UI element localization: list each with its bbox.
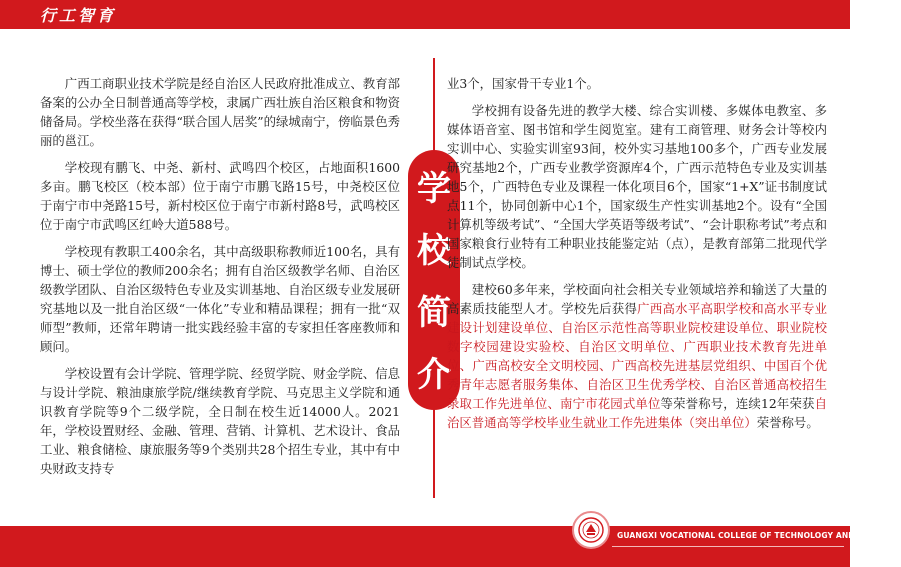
colleges-paragraph: 学校设置有会计学院、管理学院、经贸学院、财金学院、信息与设计学院、粮油康旅学院/继续教育学院、马克思主义学院和通识教育学院等9个二级学院，全日制在校生近14000人。2021年，学校设置财经、金融、管理、营销、计算机、艺术设计、食品工业、粮食储检、康旅服务等9个类别共28个招生专业，其中有中央财政支持专	[40, 366, 400, 476]
title-char-4: 介	[417, 355, 451, 395]
honors-list: 广西高水平高职学校和高水平专业建设计划建设单位、自治区示范性高等职业院校建设单位、职业院校数字校园建设实验校、自治区文明单位、广西职业技术教育先进单位、广西高校安全文明校园、广西高校先进基层党组织、中国百个优秀青年志愿者服务集体、自治区卫生优秀学校、自治区普通高校招生录取工作先进单位、南宁市花园式单位	[447, 301, 828, 411]
intro-paragraph: 广西工商职业技术学院是经自治区人民政府批准成立、教育部备案的公办全日制普通高等学校，隶属广西壮族自治区粮食和物资储备局。学校坐落在获得“联合国人居奖”的绿城南宁，傍临景色秀丽的邕江。	[40, 76, 400, 148]
header-bar	[0, 0, 850, 29]
footer-divider	[612, 546, 844, 547]
right-text-column	[447, 74, 827, 440]
honors-employment: 自治区普通高等学校毕业生就业工作先进集体（突出单位）	[447, 396, 827, 430]
facilities-paragraph: 学校拥有设备先进的教学大楼、综合实训楼、多媒体电教室、多媒体语音室、图书馆和学生阅览室。建有工商管理、财务会计等校内实训中心、实验实训室93间，校外实习基地100多个，广西专业发展研究基地2个，广西专业教学资源库4个，广西示范特色专业及实训基地5个，广西特色专业及课程一体化项目6个，国家“1+X”证书制度试点11个，协同创新中心1个，国家级生产性实训基地2个。设有“全国计算机等级考试”、“全国大学英语等级考试”、“会计职称考试”考点和国家粮食行业特有工种职业技能鉴定站（点），是教育部第二批现代学徒制试点学校。	[447, 103, 827, 270]
honors-end: 荣誉称号。	[756, 415, 819, 430]
honors-intro: 建校60多年来，学校面向社会相关专业领域培养和输送了大量的高素质技能型人才。学校先后获得	[447, 282, 827, 316]
continued-paragraph: 业3个，国家骨干专业1个。	[447, 76, 600, 91]
title-char-1: 学	[417, 169, 451, 209]
footer-college-name: GUANGXI VOCATIONAL COLLEGE OF TECHNOLOGY AND BUSINESS	[617, 531, 901, 540]
title-char-3: 简	[417, 293, 451, 333]
faculty-paragraph: 学校现有教职工400余名，其中高级职称教师近100名，具有博士、硕士学位的教师200余名；拥有自治区级教学名师、自治区级教学团队、自治区级特色专业及实训基地、自治区级专业发展研究基地以及一批自治区级“一体化”专业和精品课程；拥有一批“双师型”教师，还常年聘请一批实践经验丰富的专家担任客座教师和顾问。	[40, 244, 400, 354]
campus-paragraph: 学校现有鹏飞、中尧、新村、武鸣四个校区，占地面积1600多亩。鹏飞校区（校本部）位于南宁市鹏飞路15号，中尧校区位于南宁市中尧路15号，新村校区位于南宁市新村路8号，武鸣校区位于南宁市武鸣区红岭大道588号。	[40, 160, 400, 232]
title-char-2: 校	[417, 231, 451, 271]
honors-mid: 等荣誉称号，连续12年荣获	[660, 396, 815, 411]
left-text-column	[40, 74, 400, 486]
brand-logo-text: 行工智育	[40, 6, 117, 25]
college-seal-icon	[572, 511, 610, 549]
honors-paragraph	[447, 280, 827, 432]
